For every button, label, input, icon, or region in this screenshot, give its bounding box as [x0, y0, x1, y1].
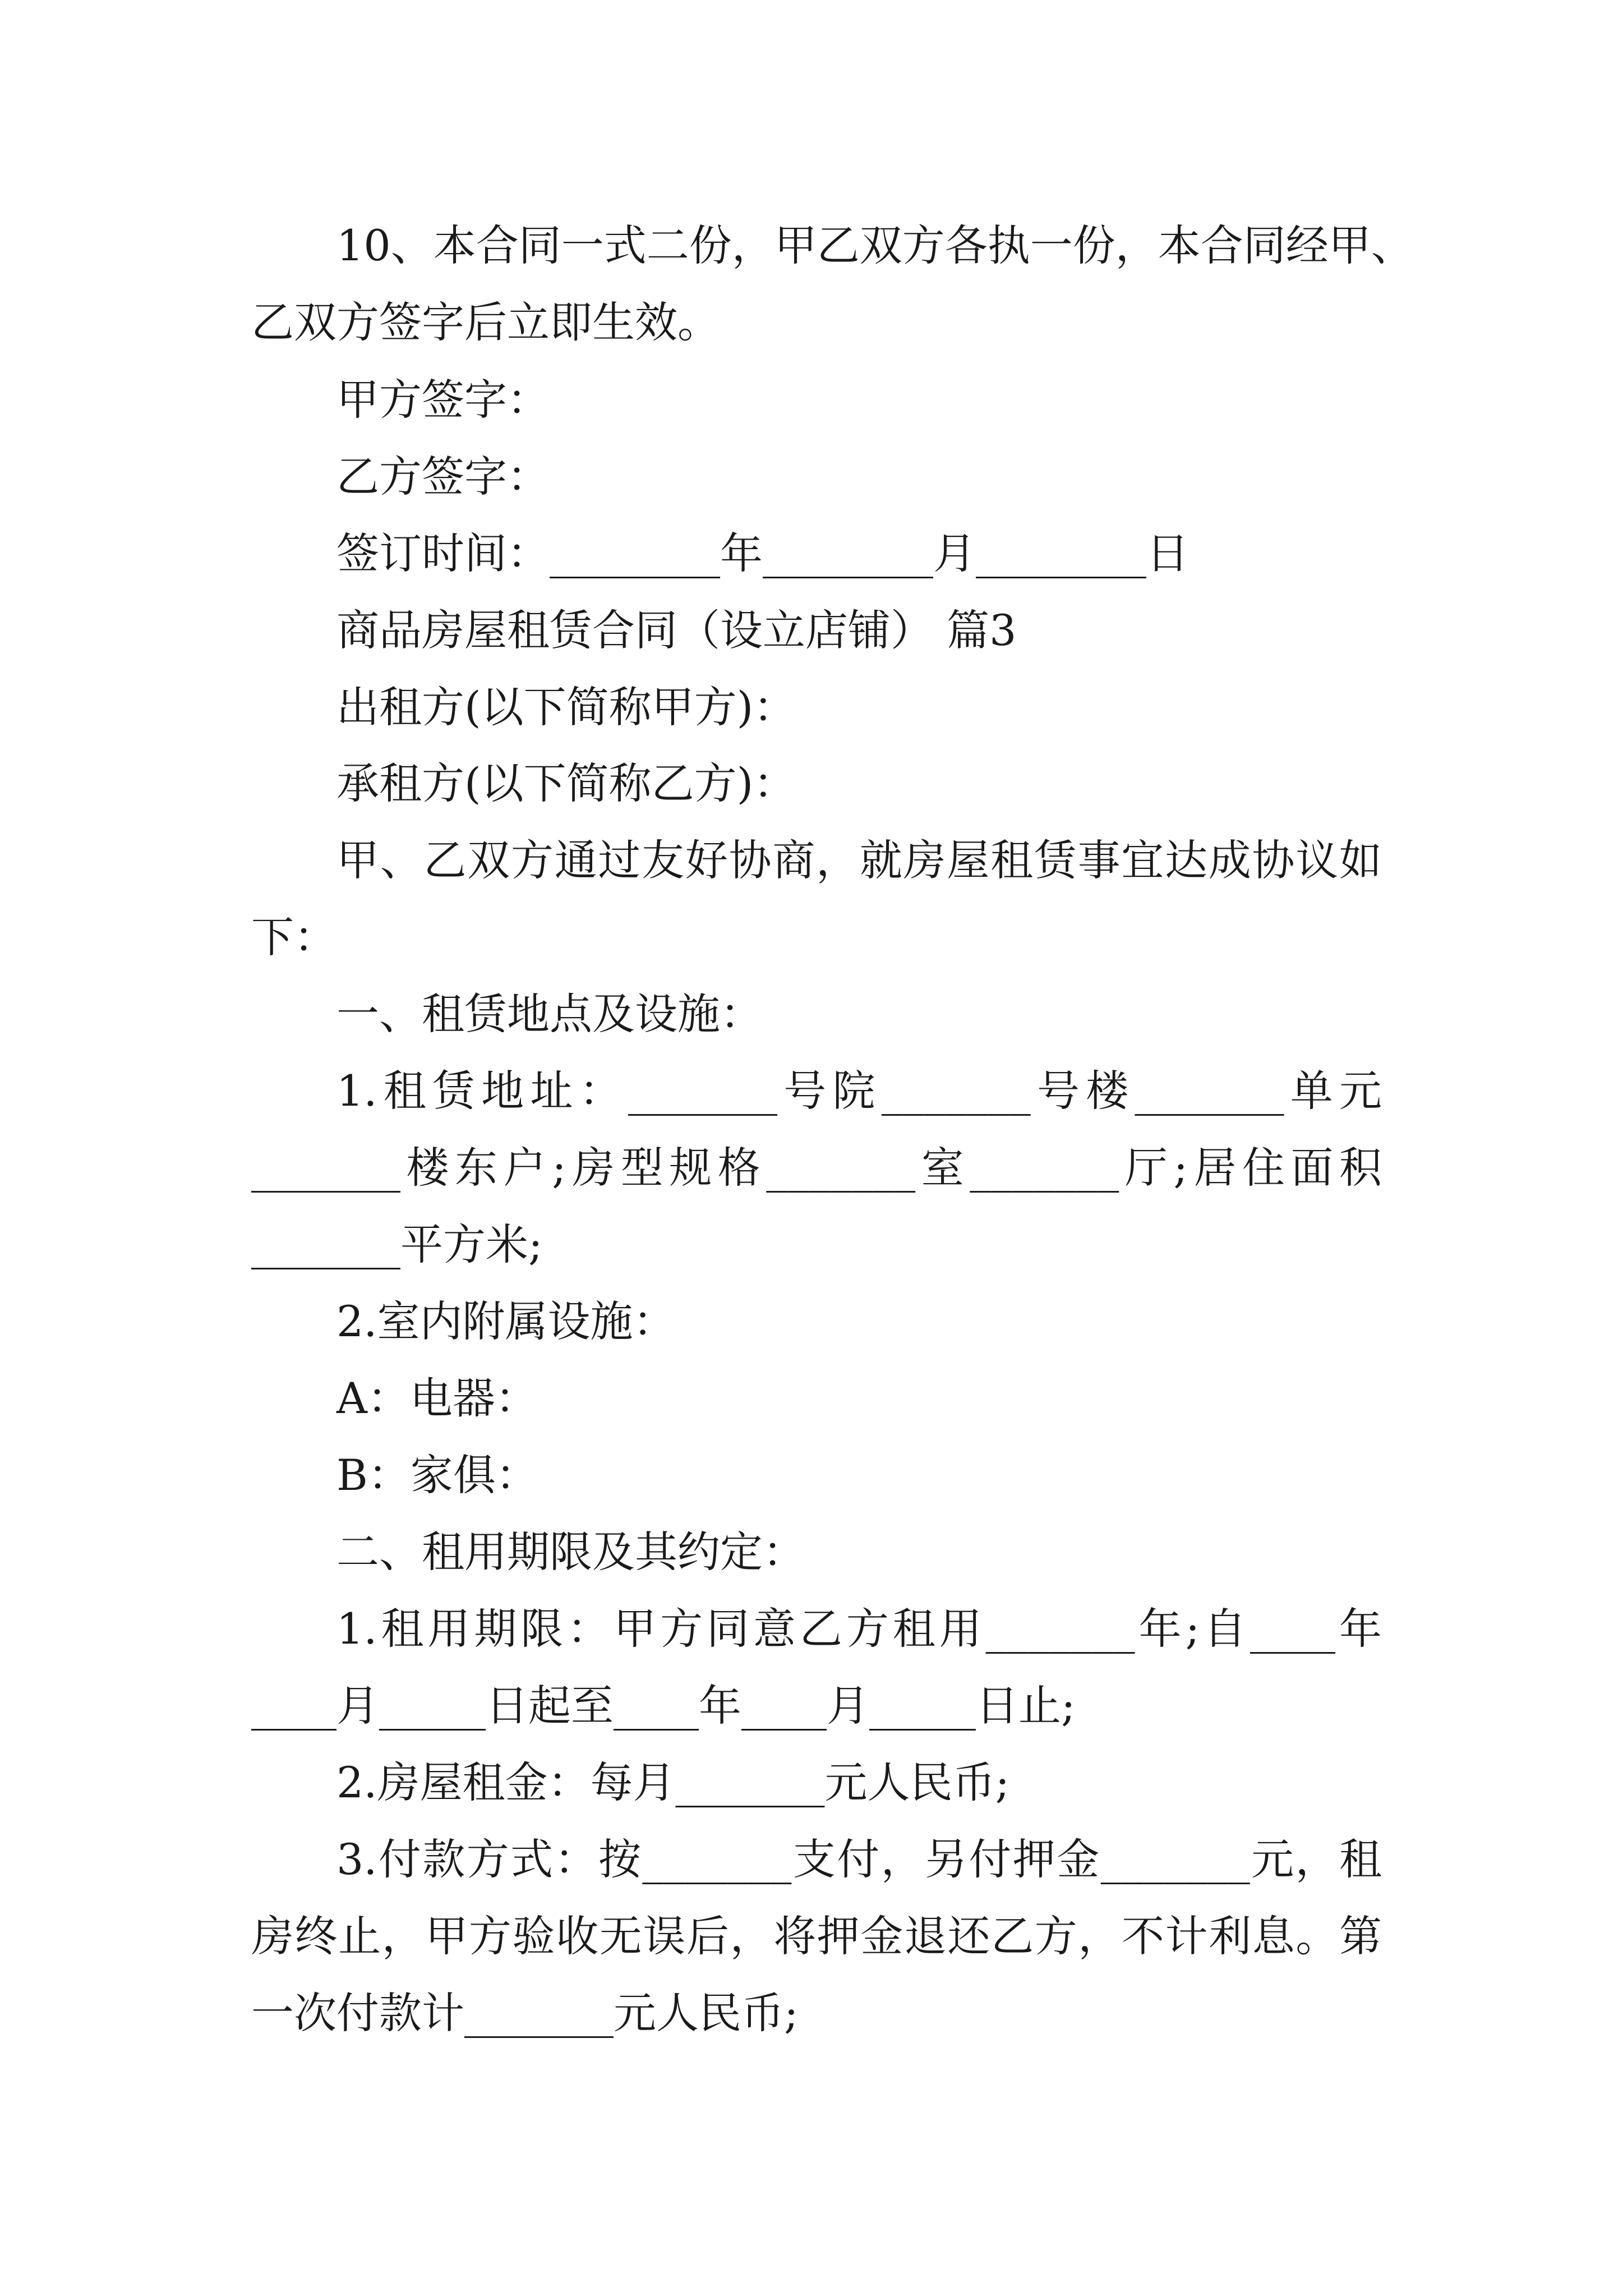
text-line: _______平方米; [251, 1220, 543, 1269]
text-line: 二、租用期限及其约定： [336, 1527, 805, 1577]
text-line: 出租方(以下简称甲方)： [336, 682, 796, 732]
text-line: 2.房屋租金：每月_______元人民币; [336, 1757, 1010, 1807]
text-line: 甲方签字： [336, 375, 550, 425]
text-line: 2.室内附属设施： [336, 1296, 676, 1346]
text-line: 房终止，甲方验收无误后，将押金退还乙方，不计利息。第 [251, 1911, 1382, 1961]
section-heading: 商品房屋租赁合同（设立店铺） 篇3 [336, 605, 1017, 655]
text-line: B：家俱： [336, 1450, 538, 1500]
text-line: 一、租赁地点及设施： [336, 989, 763, 1039]
text-line: 一次付款计_______元人民币; [251, 1988, 799, 2038]
text-line: 乙方签字： [336, 452, 550, 501]
text-line: 承租方(以下简称乙方)： [336, 758, 796, 808]
text-line: 乙双方签字后立即生效。 [251, 297, 720, 347]
text-line: 10、本合同一式二份，甲乙双方各执一份，本合同经甲、 [336, 220, 1414, 270]
text-line: 签订时间：________年________月________日 [336, 528, 1189, 578]
text-line: 1.租赁地址：_______号院_______号楼_______单元 [336, 1066, 1382, 1116]
text-line: 3.付款方式：按_______支付，另付押金_______元，租 [336, 1834, 1382, 1884]
text-line: 1.租用期限：甲方同意乙方租用_______年;自____年 [336, 1604, 1382, 1654]
text-line: A：电器： [336, 1373, 538, 1423]
text-line: _______楼东户;房型规格_______室_______厅;居住面积 [251, 1143, 1382, 1193]
text-line: 甲、乙双方通过友好协商，就房屋租赁事宜达成协议如 [336, 835, 1382, 885]
text-line: ____月_____日起至____年____月_____日止; [251, 1681, 1076, 1731]
text-line: 下： [251, 912, 336, 962]
